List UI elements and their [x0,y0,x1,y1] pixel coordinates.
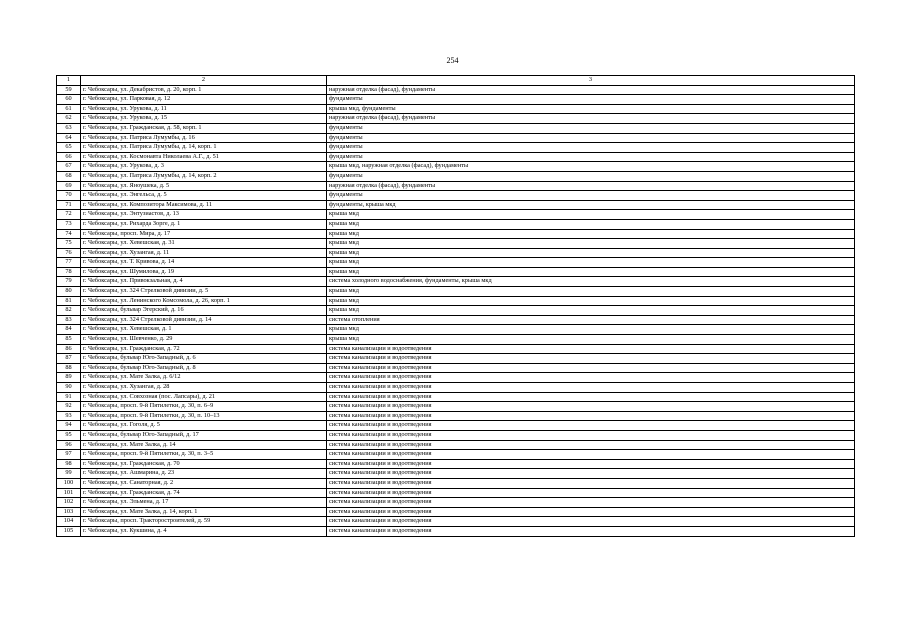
address-cell: г. Чебоксары, ул. Хевешская, д. 1 [81,325,327,335]
works-cell: наружная отделка (фасад), фундаменты [327,181,855,191]
table-row [57,344,855,354]
table-row [57,315,855,325]
row-number-cell: 95 [57,430,81,440]
row-number-cell: 102 [57,498,81,508]
address-cell: г. Чебоксары, ул. Урукова, д. 15 [81,114,327,124]
address-cell: г. Чебоксары, ул. Эльмена, д. 17 [81,498,327,508]
row-number-cell: 92 [57,402,81,412]
row-number-cell: 71 [57,200,81,210]
row-number-cell: 75 [57,239,81,249]
table-row [57,354,855,364]
address-cell: г. Чебоксары, ул. Мате Залка, д. 14 [81,440,327,450]
table-row [57,191,855,201]
works-cell: система канализации и водоотведения [327,517,855,527]
works-cell: фундаменты [327,123,855,133]
works-cell: фундаменты [327,152,855,162]
address-cell: г. Чебоксары, просп. 9-й Пятилетки, д. 30, п. 10–13 [81,411,327,421]
address-cell: г. Чебоксары, бульвар Эгерский, д. 16 [81,306,327,316]
row-number-cell: 101 [57,488,81,498]
works-cell: система канализации и водоотведения [327,469,855,479]
address-cell: г. Чебоксары, ул. Хевешская, д. 31 [81,239,327,249]
row-number-cell: 90 [57,383,81,393]
row-number-cell: 61 [57,104,81,114]
address-cell: г. Чебоксары, ул. Гражданская, д. 58, корп. 1 [81,123,327,133]
row-number-cell: 86 [57,344,81,354]
table-row [57,277,855,287]
row-number-cell: 103 [57,507,81,517]
row-number-cell: 94 [57,421,81,431]
row-number-cell: 78 [57,267,81,277]
row-number-cell: 68 [57,171,81,181]
row-number-cell: 65 [57,143,81,153]
address-cell: г. Чебоксары, ул. Энгельса, д. 5 [81,191,327,201]
table-row [57,267,855,277]
row-number-cell: 59 [57,85,81,95]
address-cell: г. Чебоксары, ул. Т. Кривова, д. 14 [81,258,327,268]
table-row [57,517,855,527]
works-cell: фундаменты [327,191,855,201]
works-cell: крыша мкд [327,306,855,316]
address-cell: г. Чебоксары, ул. Гражданская, д. 74 [81,488,327,498]
address-cell: г. Чебоксары, ул. Привокзальная, д. 4 [81,277,327,287]
works-cell: система канализации и водоотведения [327,478,855,488]
table-row [57,430,855,440]
address-cell: г. Чебоксары, просп. 9-й Пятилетки, д. 30, п. 3–5 [81,450,327,460]
works-cell: фундаменты [327,171,855,181]
works-cell: крыша мкд [327,335,855,345]
row-number-cell: 87 [57,354,81,364]
table-row [57,478,855,488]
table-header-row [57,76,855,86]
table-row [57,469,855,479]
table-row [57,411,855,421]
works-cell: система канализации и водоотведения [327,507,855,517]
address-cell: г. Чебоксары, ул. 324 Стрелковой дивизии, д. 5 [81,287,327,297]
row-number-cell: 91 [57,392,81,402]
works-cell: крыша мкд [327,325,855,335]
address-cell: г. Чебоксары, ул. Энтузиастов, д. 13 [81,210,327,220]
works-cell: система канализации и водоотведения [327,402,855,412]
address-cell: г. Чебоксары, ул. Совхозная (пос. Лапсары), д. 21 [81,392,327,402]
row-number-cell: 64 [57,133,81,143]
table-row [57,152,855,162]
row-number-cell: 104 [57,517,81,527]
row-number-cell: 84 [57,325,81,335]
row-number-cell: 66 [57,152,81,162]
address-cell: г. Чебоксары, ул. Яноушека, д. 5 [81,181,327,191]
table-row [57,210,855,220]
row-number-cell: 96 [57,440,81,450]
header-cell-address: 2 [81,76,327,86]
header-cell-number: 1 [57,76,81,86]
works-cell: система канализации и водоотведения [327,526,855,536]
address-cell: г. Чебоксары, ул. Ашмарина, д. 23 [81,469,327,479]
table-row [57,258,855,268]
address-cell: г. Чебоксары, ул. Гражданская, д. 72 [81,344,327,354]
table-row [57,488,855,498]
table-body [57,76,855,537]
address-cell: г. Чебоксары, ул. Парковая, д. 12 [81,95,327,105]
table-row [57,143,855,153]
works-cell: система канализации и водоотведения [327,430,855,440]
table-row [57,363,855,373]
row-number-cell: 72 [57,210,81,220]
address-cell: г. Чебоксары, ул. Хузангая, д. 28 [81,383,327,393]
address-cell: г. Чебоксары, ул. Санаторная, д. 2 [81,478,327,488]
works-cell: система канализации и водоотведения [327,440,855,450]
table-row [57,498,855,508]
address-cell: г. Чебоксары, ул. Шумилова, д. 19 [81,267,327,277]
table-row [57,306,855,316]
row-number-cell: 83 [57,315,81,325]
row-number-cell: 81 [57,296,81,306]
works-cell: крыша мкд [327,258,855,268]
address-cell: г. Чебоксары, ул. Шевченко, д. 29 [81,335,327,345]
address-cell: г. Чебоксары, просп. 9-й Пятилетки, д. 30, п. 6–9 [81,402,327,412]
address-cell: г. Чебоксары, бульвар Юго-Западный, д. 8 [81,363,327,373]
table-row [57,219,855,229]
row-number-cell: 79 [57,277,81,287]
row-number-cell: 99 [57,469,81,479]
header-cell-works: 3 [327,76,855,86]
works-cell: крыша мкд, наружная отделка (фасад), фундаменты [327,162,855,172]
address-cell: г. Чебоксары, ул. Мате Залка, д. 6/12 [81,373,327,383]
row-number-cell: 63 [57,123,81,133]
table-row [57,383,855,393]
table-row [57,95,855,105]
works-cell: система канализации и водоотведения [327,363,855,373]
row-number-cell: 97 [57,450,81,460]
table-row [57,114,855,124]
row-number-cell: 89 [57,373,81,383]
row-number-cell: 73 [57,219,81,229]
row-number-cell: 100 [57,478,81,488]
works-cell: крыша мкд [327,267,855,277]
table-row [57,421,855,431]
table-row [57,296,855,306]
table-row [57,402,855,412]
address-cell: г. Чебоксары, бульвар Юго-Западный, д. 6 [81,354,327,364]
table-row [57,459,855,469]
row-number-cell: 82 [57,306,81,316]
address-cell: г. Чебоксары, бульвар Юго-Западный, д. 17 [81,430,327,440]
row-number-cell: 98 [57,459,81,469]
table-row [57,287,855,297]
row-number-cell: 67 [57,162,81,172]
address-cell: г. Чебоксары, ул. Композитора Максимова, д. 11 [81,200,327,210]
address-cell: г. Чебоксары, ул. Кукшина, д. 4 [81,526,327,536]
works-cell: система канализации и водоотведения [327,411,855,421]
address-cell: г. Чебоксары, ул. Урукова, д. 3 [81,162,327,172]
works-cell: система отопления [327,315,855,325]
row-number-cell: 76 [57,248,81,258]
works-cell: крыша мкд [327,287,855,297]
works-cell: система канализации и водоотведения [327,459,855,469]
works-cell: система холодного водоснабжения, фундаменты, крыша мкд [327,277,855,287]
table-row [57,133,855,143]
table-row [57,162,855,172]
works-cell: система канализации и водоотведения [327,498,855,508]
table-row [57,181,855,191]
table-row [57,373,855,383]
table-row [57,526,855,536]
address-cell: г. Чебоксары, ул. Урукова, д. 11 [81,104,327,114]
works-cell: крыша мкд [327,296,855,306]
row-number-cell: 74 [57,229,81,239]
table-row [57,85,855,95]
works-cell: система канализации и водоотведения [327,392,855,402]
table-row [57,450,855,460]
works-cell: крыша мкд [327,229,855,239]
works-cell: наружная отделка (фасад), фундаменты [327,85,855,95]
row-number-cell: 88 [57,363,81,373]
address-cell: г. Чебоксары, ул. Гражданская, д. 70 [81,459,327,469]
table-row [57,325,855,335]
works-cell: крыша мкд [327,210,855,220]
works-cell: наружная отделка (фасад), фундаменты [327,114,855,124]
table-row [57,507,855,517]
works-cell: фундаменты, крыша мкд [327,200,855,210]
table-row [57,229,855,239]
works-cell: система канализации и водоотведения [327,488,855,498]
document-table [56,75,855,537]
works-cell: крыша мкд [327,239,855,249]
address-cell: г. Чебоксары, ул. Патриса Лумумбы, д. 14, корп. 1 [81,143,327,153]
row-number-cell: 85 [57,335,81,345]
row-number-cell: 80 [57,287,81,297]
address-cell: г. Чебоксары, ул. 324 Стрелковой дивизии, д. 14 [81,315,327,325]
works-cell: система канализации и водоотведения [327,450,855,460]
works-cell: крыша мкд [327,248,855,258]
works-cell: фундаменты [327,143,855,153]
row-number-cell: 93 [57,411,81,421]
page-number: 254 [446,56,459,65]
address-cell: г. Чебоксары, ул. Патриса Лумумбы, д. 14, корп. 2 [81,171,327,181]
row-number-cell: 105 [57,526,81,536]
row-number-cell: 77 [57,258,81,268]
address-cell: г. Чебоксары, просп. Мира, д. 17 [81,229,327,239]
address-cell: г. Чебоксары, ул. Космонавта Николаева А.Г., д. 51 [81,152,327,162]
works-cell: система канализации и водоотведения [327,354,855,364]
works-cell: система канализации и водоотведения [327,344,855,354]
address-cell: г. Чебоксары, ул. Хузангая, д. 11 [81,248,327,258]
table-row [57,335,855,345]
works-cell: фундаменты [327,133,855,143]
table-row [57,104,855,114]
works-cell: фундаменты [327,95,855,105]
table-row [57,392,855,402]
address-cell: г. Чебоксары, ул. Рихарда Зорге, д. 1 [81,219,327,229]
table-row [57,440,855,450]
works-cell: система канализации и водоотведения [327,383,855,393]
row-number-cell: 69 [57,181,81,191]
table-row [57,248,855,258]
address-cell: г. Чебоксары, ул. Декабристов, д. 20, корп. 1 [81,85,327,95]
works-cell: система канализации и водоотведения [327,373,855,383]
row-number-cell: 70 [57,191,81,201]
works-cell: крыша мкд [327,219,855,229]
address-cell: г. Чебоксары, ул. Ленинского Комсомола, д. 26, корп. 1 [81,296,327,306]
table-row [57,171,855,181]
row-number-cell: 60 [57,95,81,105]
table-row [57,239,855,249]
address-cell: г. Чебоксары, ул. Патриса Лумумбы, д. 16 [81,133,327,143]
address-cell: г. Чебоксары, ул. Мате Залка, д. 14, корп. 1 [81,507,327,517]
address-cell: г. Чебоксары, ул. Гоголя, д. 5 [81,421,327,431]
address-cell: г. Чебоксары, просп. Тракторостроителей, д. 59 [81,517,327,527]
works-cell: крыша мкд, фундаменты [327,104,855,114]
table-row [57,200,855,210]
works-cell: система канализации и водоотведения [327,421,855,431]
row-number-cell: 62 [57,114,81,124]
table-row [57,123,855,133]
